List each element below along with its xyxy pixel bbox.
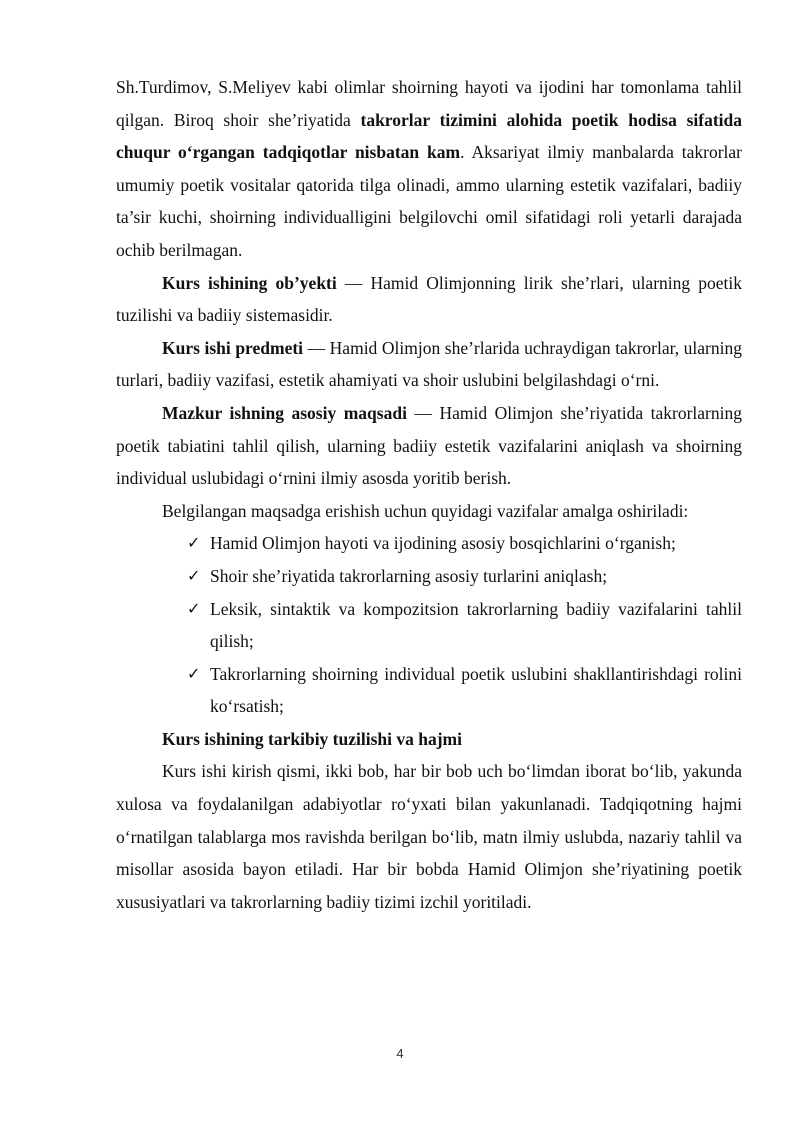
object-label: Kurs ishining ob’yekti [162, 272, 337, 293]
checkmark-icon: ✓ [187, 598, 201, 618]
heading-text: Kurs ishining tarkibiy tuzilishi va hajmi [162, 728, 462, 749]
checkmark-icon: ✓ [187, 663, 201, 683]
paragraph-text: . Aksariyat ilmiy manbalarda takrorlar umumiy poetik vositalar qatorida tilga olinadi, ammo ularning estetik vazifalari, badiiy ta’sir kuchi, shoirning individualligini belgilovchi omil sifatidagi roli yetarli darajada ochib berilmagan. [116, 142, 742, 260]
paragraph-structure: Kurs ishi kirish qismi, ikki bob, har bir bob uch bo‘limdan iborat bo‘lib, yakunda xulosa va foydalanilgan adabiyotlar ro‘yxati bilan yakunlanadi. Tadqiqotning hajmi o‘rnatilgan talablarga mos ravishda berilgan bo‘lib, matn ilmiy uslubda, nazariy tahlil va misollar asosida bayon etiladi. Har bir bobda Hamid Olimjon she’riyatining poetik xususiyatlari va takrorlarning badiiy tizimi izchil yoritiladi. [116, 761, 742, 912]
checkmark-icon: ✓ [187, 565, 201, 585]
bold-emphasis: takrorlar tizimini alohida poetik hodisa sifatida chuqur o‘rgangan tadqiqotlar nisbatan kam [116, 109, 742, 163]
paragraph-goal [116, 397, 742, 495]
paragraph-object [116, 267, 742, 332]
list-item-text: Hamid Olimjon hayoti va ijodining asosiy bosqichlarini o‘rganish; [210, 533, 676, 554]
paragraph-subject [116, 332, 742, 397]
subject-text: — Hamid Olimjon she’rlarida uchraydigan takrorlar, ularning turlari, badiiy vazifasi, estetik ahamiyati va shoir uslubini belgilashdagi o‘rni. [116, 337, 742, 391]
section-heading [116, 723, 742, 756]
task-list [116, 527, 742, 723]
paragraph-literature-review [116, 71, 742, 267]
list-item [116, 560, 742, 593]
list-item [116, 658, 742, 723]
object-text: — Hamid Olimjonning lirik she’rlari, ularning poetik tuzilishi va badiiy sistemasidir. [116, 272, 742, 326]
goal-text: — Hamid Olimjon she’riyatida takrorlarning poetik tabiatini tahlil qilish, ularning badiiy estetik vazifalarini aniqlash va shoirning individual uslubidagi o‘rnini ilmiy asosda yoritib berish. [116, 402, 742, 489]
page-number: 4 [396, 1046, 404, 1061]
list-item [116, 527, 742, 560]
paragraph-tasks-intro: Belgilangan maqsadga erishish uchun quyidagi vazifalar amalga oshiriladi: [162, 500, 689, 521]
checkmark-icon: ✓ [187, 533, 201, 553]
list-item-text: Shoir she’riyatida takrorlarning asosiy turlarini aniqlash; [210, 565, 608, 586]
goal-label: Mazkur ishning asosiy maqsadi [162, 402, 407, 423]
paragraph-text: Sh.Turdimov, S.Meliyev kabi olimlar shoirning hayoti va ijodini har tomonlama tahlil qilgan. Biroq shoir she’riyatida [116, 77, 742, 130]
list-item-text: Takrorlarning shoirning individual poetik uslubini shakllantirishdagi rolini ko‘rsatish; [210, 663, 742, 717]
subject-label: Kurs ishi predmeti [162, 337, 304, 358]
list-item-text: Leksik, sintaktik va kompozitsion takrorlarning badiiy vazifalarini tahlil qilish; [210, 598, 742, 652]
list-item [116, 593, 742, 658]
page-body [116, 71, 742, 918]
